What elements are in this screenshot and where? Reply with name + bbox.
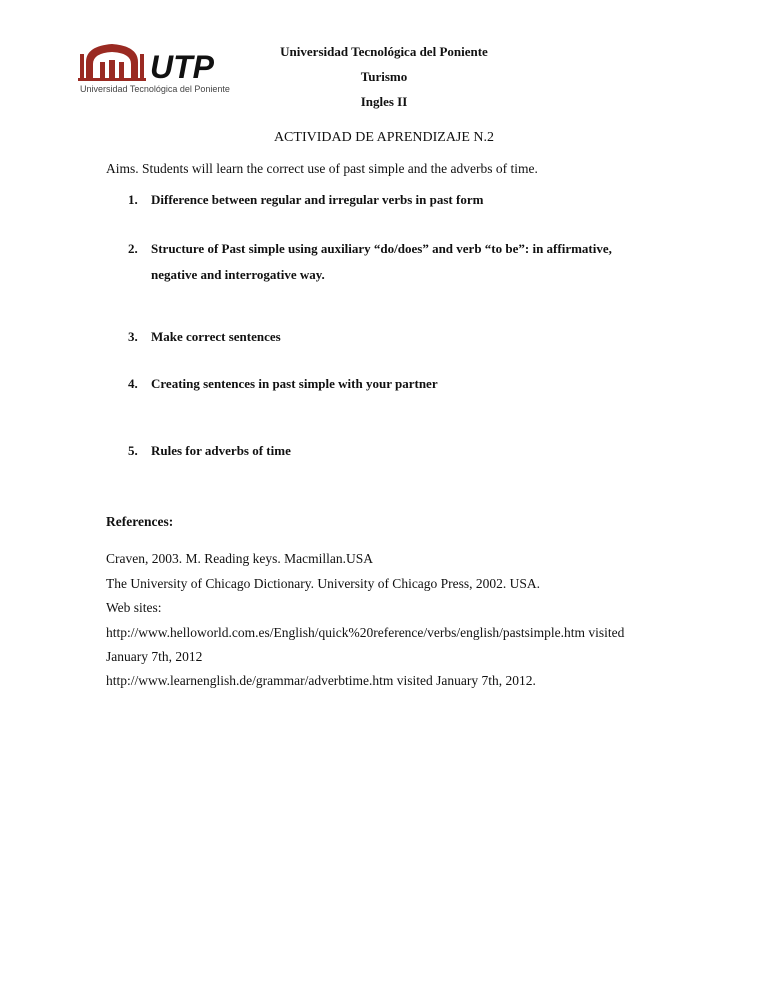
objective-number: 5.: [128, 443, 138, 458]
objective-text: Make correct sentences: [151, 329, 281, 344]
objective-text: Creating sentences in past simple with your partner: [151, 376, 438, 391]
objective-text: Structure of Past simple using auxiliary “do/does” and verb “to be”: in affirmative,: [151, 241, 612, 256]
objective-item: [128, 438, 291, 464]
objective-item: [128, 187, 483, 213]
objective-number: 3.: [128, 329, 138, 344]
objective-text-continued: negative and interrogative way.: [151, 267, 325, 282]
aims-text: Aims. Students will learn the correct use of past simple and the adverbs of time.: [106, 161, 538, 176]
references-heading: References:: [106, 514, 174, 529]
activity-title: ACTIVIDAD DE APRENDIZAJE N.2: [273, 130, 495, 145]
course-name: Ingles II: [360, 94, 408, 109]
reference-line: Craven, 2003. M. Reading keys. Macmillan.USA: [106, 551, 373, 566]
logo-text: UTP: [150, 49, 214, 85]
objective-item: [128, 236, 612, 288]
university-name: Universidad Tecnológica del Poniente: [280, 44, 488, 59]
program-name: Turismo: [360, 69, 408, 84]
objective-text: Rules for adverbs of time: [151, 443, 291, 458]
logo-caption: Universidad Tecnológica del Poniente: [80, 84, 230, 94]
reference-link: http://www.helloworld.com.es/English/quick%20reference/verbs/english/pastsimple.htm visited: [106, 625, 625, 640]
objective-item: [128, 324, 281, 350]
objective-number: 2.: [128, 241, 138, 256]
reference-line: Web sites:: [106, 600, 162, 615]
objective-text: Difference between regular and irregular verbs in past form: [151, 192, 484, 207]
reference-link: http://www.learnenglish.de/grammar/adverbtime.htm visited January 7th, 2012.: [106, 673, 536, 688]
reference-line: The University of Chicago Dictionary. University of Chicago Press, 2002. USA.: [106, 576, 541, 591]
reference-line: January 7th, 2012: [106, 649, 203, 664]
objective-number: 4.: [128, 376, 138, 391]
objective-item: [128, 371, 438, 397]
objective-number: 1.: [128, 192, 138, 207]
